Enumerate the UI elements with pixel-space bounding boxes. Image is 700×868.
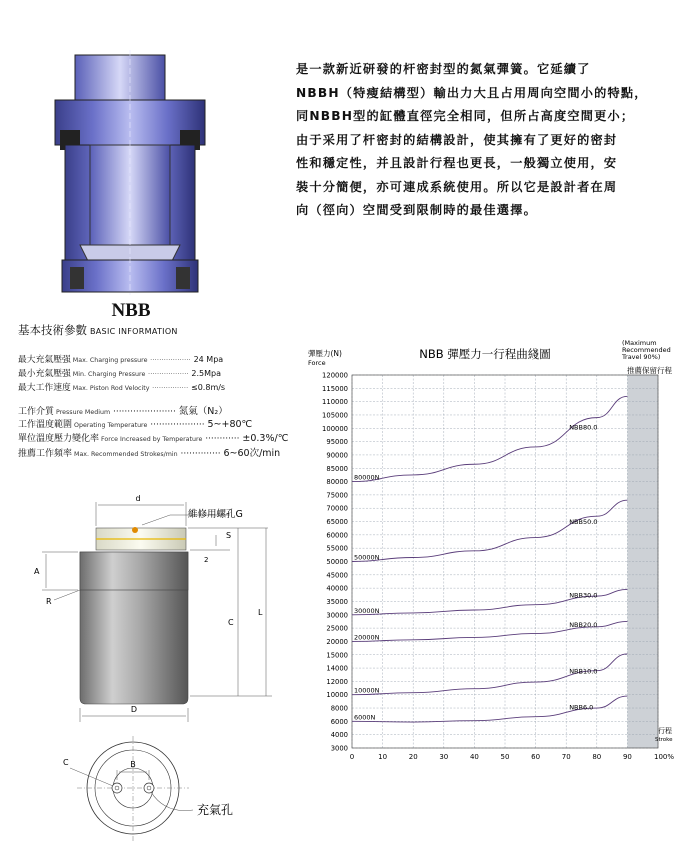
spec-dots: ·················· (150, 356, 191, 364)
y-tick-label: 50000 (326, 558, 348, 566)
spec-label: 最大充氣壓强 (18, 355, 71, 365)
series-start-label: 10000N (354, 686, 380, 695)
series-name-label: NBB80.0 (569, 423, 598, 432)
info-header-cn: 基本技術參數 (18, 323, 87, 337)
spec-row (18, 380, 225, 393)
spec-row (18, 431, 288, 444)
dim-2-label: 2 (204, 556, 209, 564)
y-tick-label: 115000 (322, 384, 348, 393)
y-tick-label: 90000 (326, 451, 348, 460)
spec-label: 最大工作速度 (18, 383, 71, 393)
y-tick-label: 80000 (326, 478, 348, 487)
x-tick-label: 0 (349, 753, 355, 761)
series-name-label: NBB10.0 (569, 667, 598, 676)
fill-port-label: 充氣孔 (197, 803, 234, 817)
description-line: 由于采用了杆密封的結構設計，使其擁有了更好的密封 (296, 132, 618, 147)
y-tick-label: 10000 (326, 691, 348, 700)
x-tick-label: 70 (561, 753, 571, 761)
series-name-label: NBB20.0 (569, 621, 598, 630)
spec-value: 2.5Mpa (191, 369, 222, 378)
dim-g-label: 維修用螺孔G (188, 509, 243, 520)
dim-d-label: d (135, 494, 141, 503)
y-axis-label: 彈壓力(N) (308, 349, 342, 358)
spec-row (18, 352, 223, 365)
series-start-label: 6000N (354, 713, 376, 722)
y-tick-label: 6000 (330, 717, 348, 726)
series-line (352, 396, 627, 481)
series-start-label: 20000N (354, 633, 380, 642)
spec-value: 6~60次/min (223, 448, 281, 459)
series-start-label: 50000N (354, 553, 380, 562)
description-line: 向（徑向）空間受到限制時的最佳選擇。 (296, 203, 537, 217)
x-tick-label: 100% (653, 753, 675, 761)
series-name-label: NBB6.0 (569, 703, 594, 712)
y-tick-label: 35000 (326, 597, 348, 606)
spec-value: 氮氣（N₂） (178, 406, 228, 417)
spec-dots: ················ (152, 384, 189, 392)
y-tick-label: 20000 (326, 637, 348, 646)
y-tick-label: 14000 (326, 664, 348, 673)
y-tick-label: 100000 (322, 424, 348, 433)
y-tick-label: 55000 (326, 544, 348, 553)
description-line: 性和穩定性，并且設計行程也更長，一般獨立使用，安 (296, 156, 618, 170)
y-tick-label: 25000 (326, 624, 348, 633)
x-tick-label: 60 (531, 753, 541, 761)
y-tick-label: 85000 (326, 464, 348, 473)
series-name-label: NBB50.0 (569, 517, 598, 526)
x-tick-label: 50 (500, 753, 510, 761)
spec-label-en: Max. Piston Rod Velocity (72, 385, 150, 392)
series-name-label: NBB30.0 (569, 591, 598, 600)
dim-dd-label: D (130, 705, 138, 714)
dim-r-label: R (46, 597, 52, 606)
spec-label: 推薦工作頻率 (18, 449, 73, 459)
recommended-label: 推薦保留行程 (627, 366, 672, 375)
x-tick-label: 80 (592, 753, 602, 761)
chart-title: NBB 彈壓力一行程曲綫圖 (419, 347, 551, 361)
spec-label-en: Pressure Medium (56, 409, 111, 416)
x-tick-label: 90 (622, 753, 632, 761)
y-axis-label-en: Force (308, 359, 326, 367)
x-tick-label: 30 (439, 753, 449, 761)
y-tick-label: 40000 (326, 584, 348, 593)
description-block (296, 58, 676, 223)
bottom-view-drawing (55, 730, 285, 860)
spec-value: 24 Mpa (193, 355, 224, 364)
x-tick-label: 40 (469, 753, 479, 761)
x-tick-label: 20 (408, 753, 418, 761)
spec-label: 工作介質 (18, 407, 55, 417)
y-tick-label: 12000 (326, 677, 348, 686)
spec-value: ±0.3%/℃ (242, 433, 289, 444)
product-name: NBB (111, 300, 151, 321)
spec-dots: ·············· (180, 449, 221, 459)
description-line: 是一款新近研發的杆密封型的氮氣彈簧。它延續了 (296, 62, 591, 76)
spec-row (18, 417, 252, 430)
dim-c-label: C (228, 618, 234, 627)
spec-dots: ··················· (150, 420, 205, 430)
y-tick-label: 65000 (326, 518, 348, 527)
y-tick-label: 8000 (330, 704, 348, 713)
spec-row (18, 366, 221, 379)
y-tick-label: 3000 (330, 744, 348, 753)
dim-s-label: S (226, 531, 232, 540)
y-tick-label: 75000 (326, 491, 348, 500)
spec-label-en: Max. Recommended Strokes/min (74, 451, 178, 458)
description-line: 同NBBH型的缸體直徑完全相同，但所占高度空間更小； (296, 109, 635, 123)
y-tick-label: 95000 (326, 438, 348, 447)
dimension-drawing (20, 490, 300, 730)
y-tick-label: 30000 (326, 611, 348, 620)
info-header (18, 322, 178, 338)
dim-b-label: B (130, 760, 136, 769)
spec-label-en: Operating Temperature (74, 422, 148, 429)
series-start-label: 30000N (354, 606, 380, 615)
spec-dots: ············ (205, 434, 240, 444)
spec-label: 單位溫度壓力變化率 (18, 434, 100, 444)
info-header-en: BASIC INFORMATION (90, 327, 178, 336)
dim-c2-label: C (63, 758, 69, 767)
spec-label: 工作溫度範圍 (18, 420, 73, 430)
description-line: NBBH（特瘦結構型）輸出力大且占用周向空間小的特點， (296, 85, 648, 100)
x-axis-label-en: Stroke (655, 737, 673, 743)
spec-value: 5~+80℃ (207, 419, 253, 430)
y-tick-label: 60000 (326, 531, 348, 540)
spec-value: ≤0.8m/s (191, 383, 226, 392)
x-tick-label: 10 (378, 753, 388, 761)
y-tick-label: 70000 (326, 504, 348, 513)
dim-l-label: L (258, 608, 263, 617)
dim-a-label: A (34, 567, 40, 576)
spec-label-en: Max. Charging pressure (72, 357, 148, 364)
spec-label-en: Min. Charging Pressure (72, 371, 146, 378)
spec-row (18, 445, 280, 459)
description-line: 裝十分簡便，亦可連成系統使用。所以它是設計者在周 (296, 179, 618, 194)
y-tick-label: 4000 (330, 731, 348, 740)
y-tick-label: 15000 (326, 651, 348, 660)
y-tick-label: 110000 (322, 398, 348, 407)
spec-dots: ······················ (112, 407, 176, 417)
series-start-label: 80000N (354, 473, 380, 482)
spec-label: 最小充氣壓强 (18, 369, 71, 379)
gas-spring-cutaway-illustration (40, 45, 220, 300)
y-tick-label: 120000 (322, 371, 348, 380)
series-line (352, 500, 627, 561)
recommended-note: (Maximum Recommended Travel 90%) (622, 339, 671, 361)
x-axis-label: 行程 (658, 727, 672, 735)
spec-label-en: Force Increased by Temperature (101, 436, 203, 443)
spec-dots: ·················· (147, 370, 189, 378)
spec-row (18, 403, 228, 417)
y-tick-label: 105000 (322, 411, 348, 420)
force-stroke-chart (300, 335, 700, 765)
y-tick-label: 45000 (326, 571, 348, 580)
